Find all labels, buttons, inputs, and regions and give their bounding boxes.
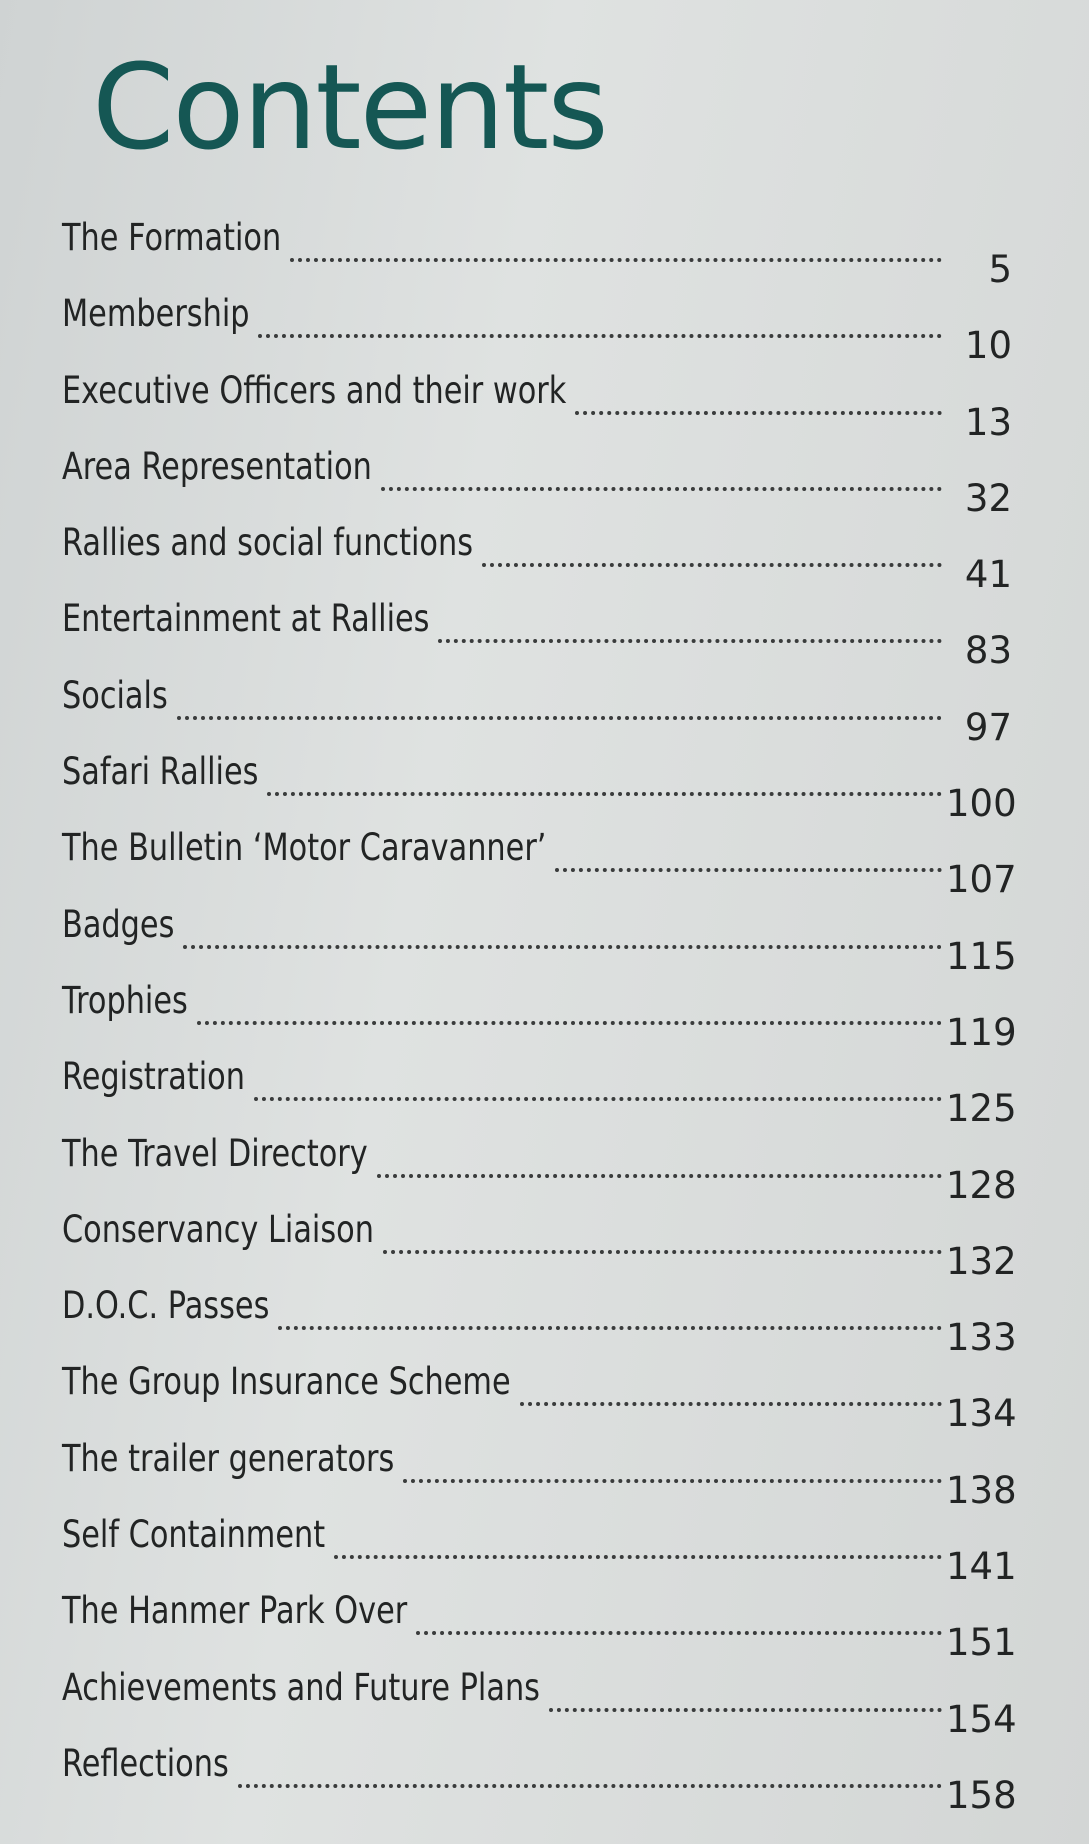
toc-entry-page-number: 41 [964, 553, 1012, 597]
toc-entry-title: Trophies [62, 978, 188, 1022]
toc-entry [62, 1513, 1017, 1589]
dot-leader [267, 788, 942, 796]
toc-entry-page-number: 133 [946, 1316, 1017, 1360]
dot-leader [438, 635, 942, 643]
toc-entry-title: Self Containment [62, 1513, 326, 1557]
toc-entry-page-number: 10 [964, 324, 1012, 368]
toc-entry-title: The Hanmer Park Over [62, 1589, 408, 1633]
dot-leader [334, 1551, 942, 1559]
page-title: Contents [92, 38, 607, 176]
toc-entry [62, 1741, 1017, 1818]
toc-entry [62, 1284, 1017, 1360]
toc-entry-page-number: 83 [964, 629, 1012, 673]
toc-entry [62, 1589, 1017, 1665]
toc-entry-title: Socials [62, 673, 168, 717]
toc-entry-title: Area Representation [62, 444, 372, 488]
dot-leader [482, 559, 942, 567]
toc-entry [62, 1055, 1017, 1131]
toc-entry [62, 1436, 1017, 1513]
dot-leader [258, 330, 942, 338]
toc-entry-title: Achievements and Future Plans [62, 1665, 540, 1709]
toc-entry-title: Reflections [62, 1741, 229, 1785]
toc-entry [62, 1131, 1017, 1208]
toc-entry-title: The Travel Directory [62, 1131, 368, 1175]
dot-leader [549, 1704, 942, 1712]
toc-entry-title: The trailer generators [62, 1436, 395, 1480]
toc-entry-page-number: 32 [964, 476, 1012, 520]
toc-entry-page-number: 134 [946, 1392, 1017, 1436]
toc-entry [62, 1207, 1017, 1284]
toc-entry-title: Badges [62, 902, 175, 946]
dot-leader [238, 1780, 942, 1788]
toc-entry-page-number: 141 [946, 1545, 1017, 1589]
toc-entry-title: The Formation [62, 216, 282, 259]
toc-entry-page-number: 5 [988, 248, 1012, 291]
toc-entry [62, 826, 1017, 902]
toc-entry [62, 445, 1012, 521]
dot-leader [254, 1093, 942, 1101]
toc-entry-page-number: 13 [964, 400, 1012, 444]
toc-entry-title: D.O.C. Passes [62, 1284, 270, 1328]
toc-entry-page-number: 107 [946, 858, 1017, 902]
dot-leader [575, 407, 942, 415]
toc-entry-page-number: 138 [946, 1468, 1017, 1512]
toc-entry-title: Conservancy Liaison [62, 1207, 374, 1251]
toc-entry-title: The Group Insurance Scheme [62, 1360, 511, 1404]
toc-entry [62, 1360, 1017, 1436]
toc-entry [62, 216, 1012, 292]
toc-entry-title: Executive Officers and their work [62, 368, 567, 412]
toc-entry [62, 597, 1012, 673]
dot-leader [383, 1246, 942, 1254]
toc-entry-title: Safari Rallies [62, 750, 259, 794]
toc-entry-page-number: 154 [946, 1697, 1017, 1741]
dot-leader [377, 1170, 942, 1178]
toc-entry-page-number: 97 [964, 705, 1012, 749]
dot-leader [520, 1398, 942, 1406]
dot-leader [381, 483, 942, 491]
toc-entry [62, 902, 1017, 979]
toc-entry [62, 750, 1017, 826]
toc-entry-page-number: 128 [946, 1163, 1017, 1207]
dot-leader [183, 941, 942, 949]
dot-leader [177, 712, 942, 720]
toc-entry-title: Registration [62, 1055, 245, 1099]
toc-entry-title: Entertainment at Rallies [62, 597, 430, 641]
toc-entry-page-number: 132 [946, 1239, 1017, 1283]
toc-entry [62, 1665, 1017, 1742]
toc-entry-title: Rallies and social functions [62, 521, 474, 565]
dot-leader [197, 1017, 942, 1025]
toc-entry [62, 978, 1017, 1055]
dot-leader [278, 1322, 942, 1330]
toc-entry-title: Membership [62, 292, 250, 336]
toc-entry [62, 674, 1012, 750]
toc-entry-page-number: 119 [946, 1010, 1017, 1054]
dot-leader [416, 1627, 942, 1635]
toc-entry [62, 369, 1012, 445]
dot-leader [290, 254, 942, 262]
dot-leader [403, 1475, 942, 1483]
toc-entry-page-number: 100 [946, 782, 1017, 826]
toc-entry-page-number: 115 [946, 934, 1017, 978]
toc-entry-page-number: 125 [946, 1087, 1017, 1131]
toc-entry-title: The Bulletin ‘Motor Caravanner’ [62, 826, 547, 870]
toc-entry-page-number: 151 [946, 1621, 1017, 1665]
dot-leader [555, 864, 942, 872]
table-of-contents [62, 216, 1017, 1818]
toc-entry-page-number: 158 [946, 1773, 1017, 1817]
toc-entry [62, 292, 1012, 368]
toc-entry [62, 521, 1012, 597]
